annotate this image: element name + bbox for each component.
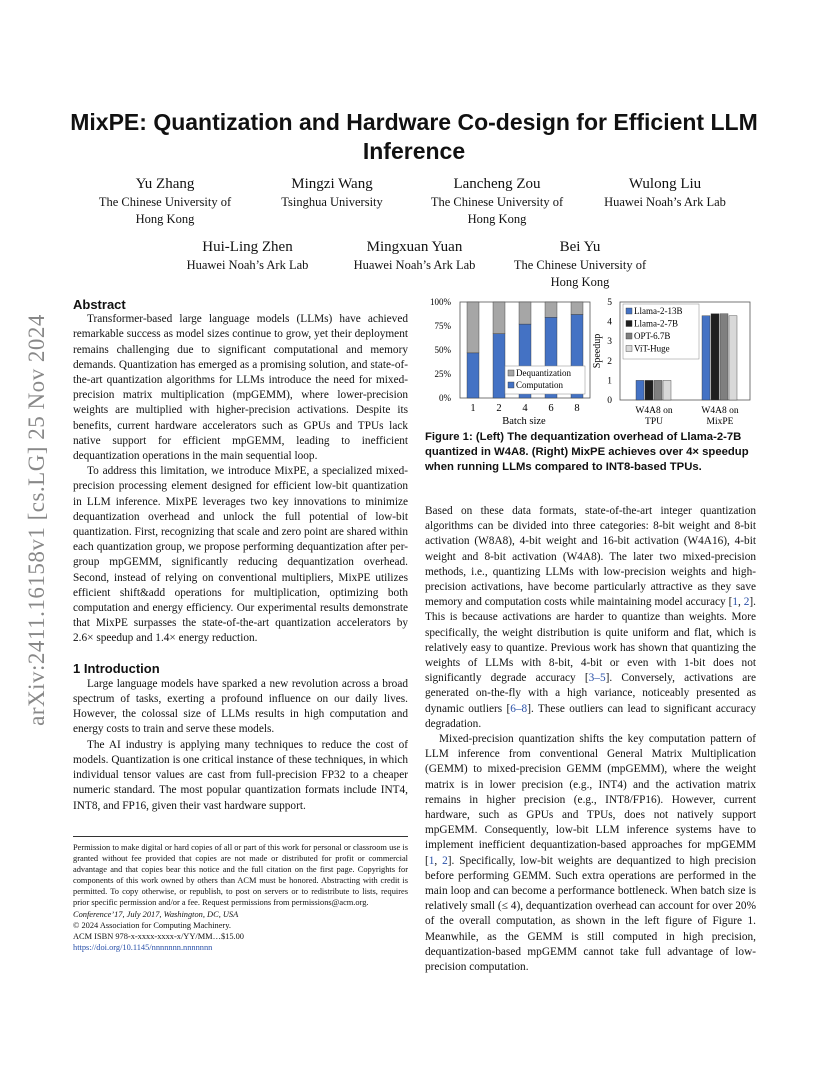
intro-paragraph: Large language models have sparked a new revolution across a broad spectrum of tasks, exerting a profound influence on our daily lives. However, the colossal size of LLMs results in high computation and energy costs to train and serve these models. (73, 677, 408, 736)
speedup-chart (592, 298, 750, 427)
legend-label: Llama-2-13B (634, 306, 683, 316)
bar-speedup (636, 380, 644, 400)
dequantization-overhead-chart (430, 297, 590, 427)
author-name: Yu Zhang (135, 176, 195, 192)
bar-dequantization (519, 302, 531, 324)
left-y-tick-label: 0% (439, 393, 451, 403)
right-y-tick-label: 2 (607, 356, 612, 367)
right-y-tick-label: 1 (607, 376, 612, 387)
body-paragraph: Mixed-precision quantization shifts the key computation pattern of LLM inference from conventional General Matrix Multiplication (GEMM) to mixed-precision GEMM (mpGEMM), where the weight matrix is in lower precision (e.g., INT4) and the activation matrix remains in higher precision (e.g., INT8/FP16). However, current hardware, such as GPUs and TPUs, does not natively support mpGEMM. Consequently, low-bit LLM inference systems have to implement inefficient dequantization-based approaches for mpGEMM [1, 2]. Specifically, low-bit weights are dequantized to high precision before performing GEMM. Such extra operations are performed in the main loop and can become a performance bottleneck. When batch size is relatively small (≤ 4), dequantization overhead can account for over 20% of the overall computation, as shown in the left figure of Figure 1. Meanwhile, as the GEMM is still computed in high precision, dequantization-based mpGEMM cannot take full advantage of low-precision computation. (425, 733, 756, 974)
bar-speedup (729, 316, 737, 400)
author-name: Mingzi Wang (291, 176, 373, 192)
abstract-paragraph: Transformer-based large language models (LLMs) have achieved remarkable success as model sizes continue to grow, yet their deployment remains challenging due to significant computational and memory demands. Quantization has emerged as a promising solution, and state-of-the-art quantization algorithms for LLMs introduce the need for mixed-precision matrix multiplication (mpGEMM), where lower-precision weights are multiplied with higher-precision activations. Despite its benefits, current hardware accelerators such as GPUs and TPUs lack native support for efficient mpGEMM, leading to inefficient dequantization operations in the main sequential loop. (73, 313, 408, 463)
author-block (500, 237, 660, 290)
left-y-tick-label: 100% (430, 297, 451, 307)
bar-speedup (645, 380, 653, 400)
bar-computation (493, 334, 505, 398)
citation-link[interactable]: 1 (428, 854, 435, 867)
author-block (590, 174, 740, 211)
isbn-line: ACM ISBN 978-x-xxxx-xxxx-x/YY/MM…$15.00 (73, 931, 244, 941)
author-affiliation: Huawei Noah’s Ark Lab (604, 195, 726, 209)
legend-label: Llama-2-7B (634, 318, 678, 329)
right-x-tick-label: TPU (645, 417, 663, 427)
arxiv-identifier (22, 285, 52, 755)
abstract-paragraph: To address this limitation, we introduce MixPE, a specialized mixed-precision processing element designed for efficient low-bit quantization in LLM inference. MixPE leverages two key innovations to minimize dequantization overhead and unlock the full potential of low-bit quantization. First, recognizing that scale and zero point are shared within each quantization group, we propose performing dequantization after per-group mpGEMM, significantly reducing dequantization overhead. Second, instead of relying on conventional multipliers, MixPE utilizes efficient shift&add operations for multiplication, optimizing both computation and energy efficiency. Our experimental results demonstrate that MixPE surpasses the state-of-the-art quantization accelerators by 2.6× speedup and 1.4× energy reduction. (73, 465, 408, 645)
author-affiliation: The Chinese University of Hong Kong (513, 258, 647, 289)
author-name: Hui-Ling Zhen (202, 239, 293, 255)
bar-speedup (654, 380, 662, 400)
author-name: Lancheng Zou (453, 176, 541, 192)
author-block (262, 174, 402, 211)
legend-swatch (626, 308, 632, 314)
citation-link[interactable]: 2 (743, 596, 750, 609)
legend-label-computation: Computation (516, 380, 563, 390)
legend-label: OPT-6.7B (634, 331, 671, 341)
right-y-tick-label: 0 (607, 396, 612, 406)
conference-line: Conference’17, July 2017, Washington, DC, USA (73, 909, 239, 919)
left-y-tick-label: 25% (434, 369, 451, 379)
copyright-line: © 2024 Association for Computing Machinery. (73, 920, 231, 930)
abstract-heading: Abstract (73, 297, 126, 312)
bar-dequantization (545, 302, 557, 317)
figure-caption: Figure 1: (Left) The dequantization overhead of Llama-2-7B quantized in W4A8. (Right) MixPE achieves over 4× speedup when running LLMs compared to INT8-based TPUs. (425, 431, 749, 474)
bar-speedup (711, 314, 719, 400)
right-x-tick-label: W4A8 on (635, 406, 673, 416)
author-block (170, 237, 325, 274)
citation-link[interactable]: 1 (732, 596, 739, 609)
right-y-tick-label: 3 (607, 337, 612, 348)
left-legend (505, 366, 585, 394)
bar-dequantization (467, 302, 479, 353)
legend-swatch (626, 333, 632, 339)
left-x-axis-label: Batch size (502, 416, 546, 427)
right-y-tick-label: 4 (607, 317, 612, 328)
intro-paragraph: The AI industry is applying many techniques to reduce the cost of models. Quantization is one critical instance of these techniques, in which individual tensor values are cast from full-precision FP32 to a cheaper numeric standard. The most popular quantization formats include INT4, INT8, and FP16, given their vast hardware support. (73, 738, 408, 812)
left-x-tick-label: 6 (548, 403, 554, 414)
author-block (417, 174, 577, 227)
author-affiliation: Huawei Noah’s Ark Lab (186, 258, 309, 272)
author-name: Bei Yu (559, 239, 601, 255)
citation-link[interactable]: 6–8 (510, 702, 528, 715)
author-block (85, 174, 245, 227)
citation-link[interactable]: 2 (442, 854, 448, 867)
footnote-rule (73, 836, 408, 837)
doi-link[interactable]: https://doi.org/10.1145/nnnnnnn.nnnnnnn (73, 942, 213, 952)
permission-notice (73, 842, 408, 953)
left-y-tick-label: 75% (434, 321, 451, 331)
right-y-axis-label: Speedup (592, 333, 603, 369)
bar-computation (467, 353, 479, 398)
right-column (425, 504, 756, 975)
arxiv-identifier-text: arXiv:2411.16158v1 [cs.LG] 25 Nov 2024 (24, 314, 49, 726)
left-x-tick-label: 4 (522, 403, 528, 414)
introduction-heading: 1 Introduction (73, 660, 160, 676)
legend-label: ViT-Huge (634, 343, 670, 354)
paper-title: MixPE: Quantization and Hardware Co-design for Efficient LLM Inference (70, 109, 758, 164)
left-x-tick-label: 1 (470, 403, 476, 414)
left-y-tick-label: 50% (434, 345, 451, 355)
bar-speedup (720, 314, 728, 400)
figure-1 (420, 290, 765, 428)
right-x-tick-label: W4A8 on (701, 406, 739, 416)
bar-speedup (663, 380, 671, 400)
legend-swatch (626, 346, 632, 352)
right-x-tick-label: MixPE (706, 417, 734, 427)
bar-speedup (702, 316, 710, 400)
author-affiliation: Huawei Noah’s Ark Lab (353, 258, 476, 272)
legend-swatch (626, 321, 632, 327)
legend-swatch-dequantization (508, 370, 514, 376)
author-affiliation: Tsinghua University (281, 195, 383, 209)
legend-label-dequantization: Dequantization (516, 368, 571, 378)
citation-link[interactable]: 3–5 (588, 672, 606, 685)
author-affiliation: The Chinese University of Hong Kong (98, 195, 232, 226)
permission-text: Permission to make digital or hard copies of all or part of this work for personal or classroom use is granted without fee provided that copies are not made or distributed for profit or commercial advantage and that copies bear this notice and the full citation on the first page. Copyrights for components of this work owned by others than ACM must be honored. Abstracting with credit is permitted. To copy otherwise, or republish, to post on servers or to redistribute to lists, requires prior specific permission and/or a fee. Request permissions from permissions@acm.org. (73, 843, 408, 908)
bar-dequantization (571, 302, 583, 314)
author-block (337, 237, 492, 274)
right-legend (623, 304, 699, 359)
author-name: Mingxuan Yuan (366, 239, 463, 255)
author-affiliation: The Chinese University of Hong Kong (430, 195, 564, 226)
left-column (73, 297, 408, 814)
left-x-tick-label: 8 (574, 403, 580, 414)
left-x-tick-label: 2 (496, 403, 502, 414)
legend-swatch-computation (508, 382, 514, 388)
bar-dequantization (493, 302, 505, 334)
author-name: Wulong Liu (628, 176, 702, 192)
body-paragraph: Based on these data formats, state-of-the-art integer quantization algorithms can be divided into three categories: 8-bit weight and 8-bit activation (W8A8), 4-bit weight and 16-bit activation (W4A16), 4-bit weight and 8-bit activation (W4A8). The later two mixed-precision methods, i.e., quantizing LLMs with low-precision weights and high-precision activations, have become particularly attractive as they save memory and computation costs while maintaining model accuracy [1, 2]. This is because activations are harder to quantize than weights. More specifically, the weight distribution is quite uniform and flat, which is relatively easy to quantize. Previous work has shown that quantizing the weights of LLMs with 8-bit, 4-bit or even with 1-bit does not significantly degrade accuracy [3–5]. Conversely, activations are generated on-the-fly with a high variance, noticeably presented as dynamic outliers [6–8]. These outliers can lead to significant accuracy degradation. (425, 505, 756, 730)
right-y-tick-label: 5 (607, 298, 612, 308)
